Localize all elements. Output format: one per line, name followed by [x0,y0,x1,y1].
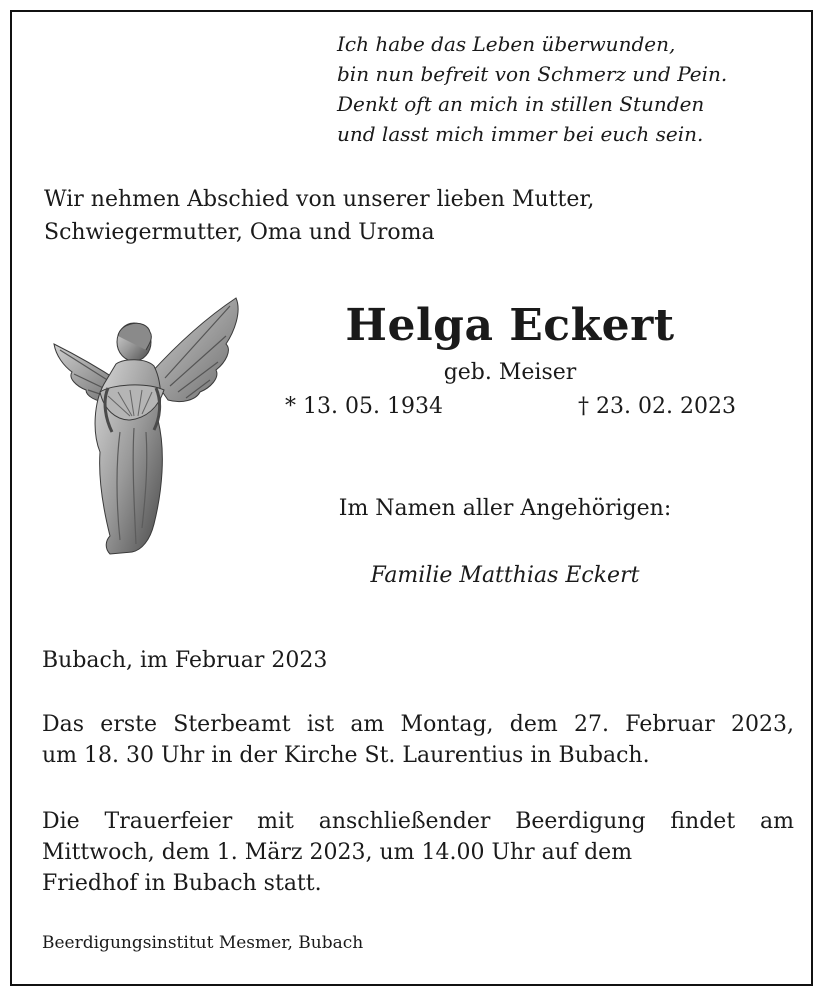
family-signature: Familie Matthias Eckert [370,563,640,588]
poem-line: bin nun befreit von Schmerz und Pein. [337,62,728,86]
funeral-home: Beerdigungsinstitut Mesmer, Bubach [42,933,364,953]
maiden-name: geb. Meiser [443,360,577,385]
poem-line: Denkt oft an mich in stillen Stunden [337,92,705,116]
poem-line: und lasst mich immer bei euch sein. [337,122,704,146]
requiem-mass-notice [42,709,794,771]
on-behalf-line: Im Namen aller Angehörigen: [338,496,672,521]
notice-line: Die Trauerfeier mit anschließender Beerdigung findet am [42,809,794,834]
memorial-poem [337,29,797,149]
intro-line: Wir nehmen Abschied von unserer lieben Mutter, [44,187,595,212]
notice-line: um 18. 30 Uhr in der Kirche St. Laurentius in Bubach. [42,743,650,768]
deceased-name: Helga Eckert [345,300,675,351]
birth-date: * 13. 05. 1934 [285,394,443,419]
poem-line: Ich habe das Leben überwunden, [337,32,676,56]
farewell-intro [44,183,804,249]
death-date: † 23. 02. 2023 [578,394,736,419]
notice-line: Mittwoch, dem 1. März 2023, um 14.00 Uhr auf dem [42,840,633,865]
notice-line: Das erste Sterbeamt ist am Montag, dem 27. Februar 2023, [42,712,794,737]
place-date: Bubach, im Februar 2023 [42,648,328,673]
funeral-notice [42,806,794,899]
intro-line: Schwiegermutter, Oma und Uroma [44,220,435,245]
notice-line: Friedhof in Bubach statt. [42,871,322,896]
angel-statue-icon [50,292,245,562]
